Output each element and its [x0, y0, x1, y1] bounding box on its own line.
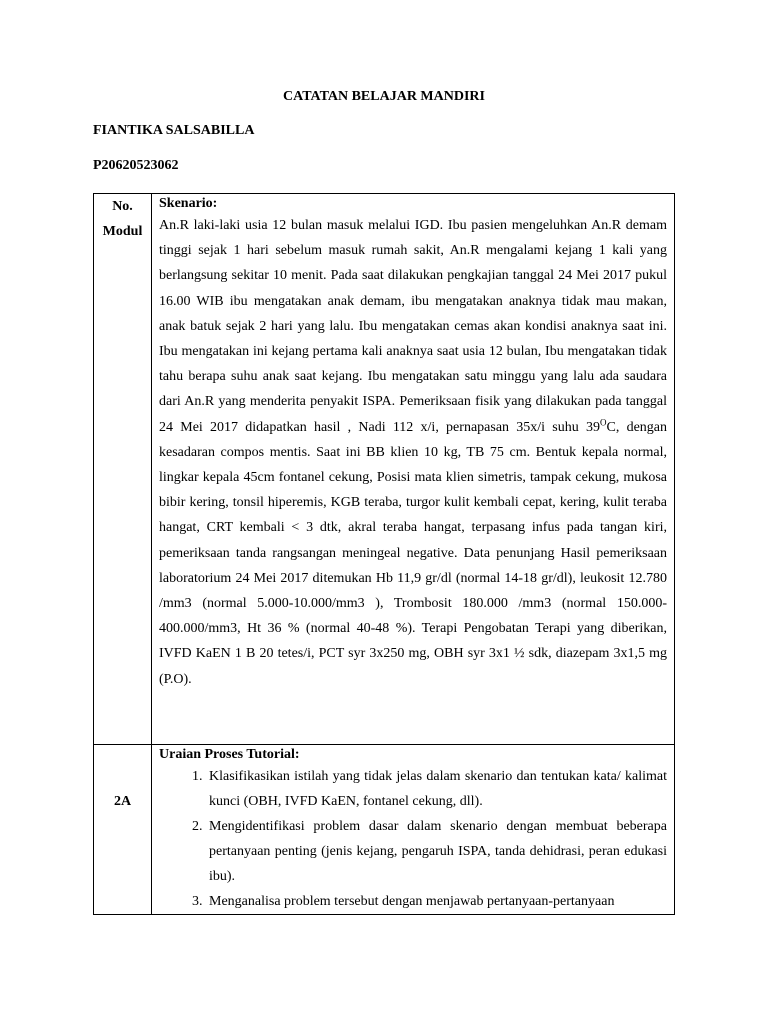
- tutorial-step: 3. Menganalisa problem tersebut dengan menjawab pertanyaan-pertanyaan: [206, 889, 667, 914]
- scenario-cell: [152, 194, 675, 745]
- degree-superscript: O: [599, 416, 607, 427]
- scenario-text-part-2: C, dengan kesadaran compos mentis. Saat ini BB klien 10 kg, TB 75 cm. Bentuk kepala normal, lingkar kepala 45cm fontanel cekung, Posisi mata klien simetris, tampak cekung, mukosa bibir kering, tonsil hiperemis, KGB teraba, turgor kulit kembali cepat, kering, kulit teraba hangat, CRT kembali < 3 dtk, akral teraba hangat, terpasang infus pada tangan kiri, pemeriksaan tanda rangsangan meningeal negative. Data penunjang Hasil pemeriksaan laboratorium 24 Mei 2017 ditemukan Hb 11,9 gr/dl (normal 14-18 gr/dl), leukosit 12.780 /mm3 (normal 5.000-10.000/mm3 ), Trombosit 180.000 /mm3 (normal 150.000-400.000/mm3, Ht 36 % (normal 40-48 %). Terapi Pengobatan Terapi yang diberikan, IVFD KaEN 1 B 20 tetes/i, PCT syr 3x250 mg, OBH syr 3x1 ½ sdk, diazepam 3x1,5 mg (P.O).: [159, 419, 667, 687]
- tutorial-title: Uraian Proses Tutorial:: [159, 747, 300, 762]
- tutorial-steps-list: [159, 764, 667, 914]
- tutorial-step: 2. Mengidentifikasi problem dasar dalam skenario dengan membuat beberapa pertanyaan penting (jenis kejang, pengaruh ISPA, tanda dehidrasi, peran edukasi ibu).: [206, 814, 667, 889]
- student-id: P20620523062: [93, 158, 179, 173]
- modul-label: Modul: [102, 224, 143, 239]
- module-header-cell: [94, 194, 152, 745]
- tutorial-cell: [152, 745, 675, 915]
- scenario-text: [159, 213, 667, 692]
- module-number: 2A: [113, 794, 132, 809]
- scenario-row: [94, 194, 675, 745]
- tutorial-row: [94, 745, 675, 915]
- module-number-cell: [94, 745, 152, 915]
- document-title: CATATAN BELAJAR MANDIRI: [283, 89, 485, 104]
- no-label: No.: [112, 199, 133, 214]
- scenario-title: Skenario:: [159, 196, 218, 211]
- author-name: FIANTIKA SALSABILLA: [93, 123, 255, 138]
- study-notes-table: [93, 193, 675, 915]
- tutorial-step: 1. Klasifikasikan istilah yang tidak jelas dalam skenario dan tentukan kata/ kalimat kunci (OBH, IVFD KaEN, fontanel cekung, dll).: [206, 764, 667, 814]
- scenario-text-part-1: An.R laki-laki usia 12 bulan masuk melalui IGD. Ibu pasien mengeluhkan An.R demam tinggi sejak 1 hari sebelum masuk rumah sakit, An.R mengalami kejang 1 kali yang berlangsung sekitar 10 menit. Pada saat dilakukan pengkajian tanggal 24 Mei 2017 pukul 16.00 WIB ibu mengatakan anak demam, ibu mengatakan anaknya tidak mau makan, anak batuk sejak 2 hari yang lalu. Ibu mengatakan cemas akan kondisi anaknya saat ini. Ibu mengatakan ini kejang pertama kali anaknya saat usia 12 bulan, Ibu mengatakan tidak tahu berapa suhu anak saat kejang. Ibu mengatakan satu minggu yang lalu ada saudara dari An.R yang menderita penyakit ISPA. Pemeriksaan fisik yang dilakukan pada tanggal 24 Mei 2017 didapatkan hasil , Nadi 112 x/i, pernapasan 35x/i suhu 39: [159, 218, 667, 435]
